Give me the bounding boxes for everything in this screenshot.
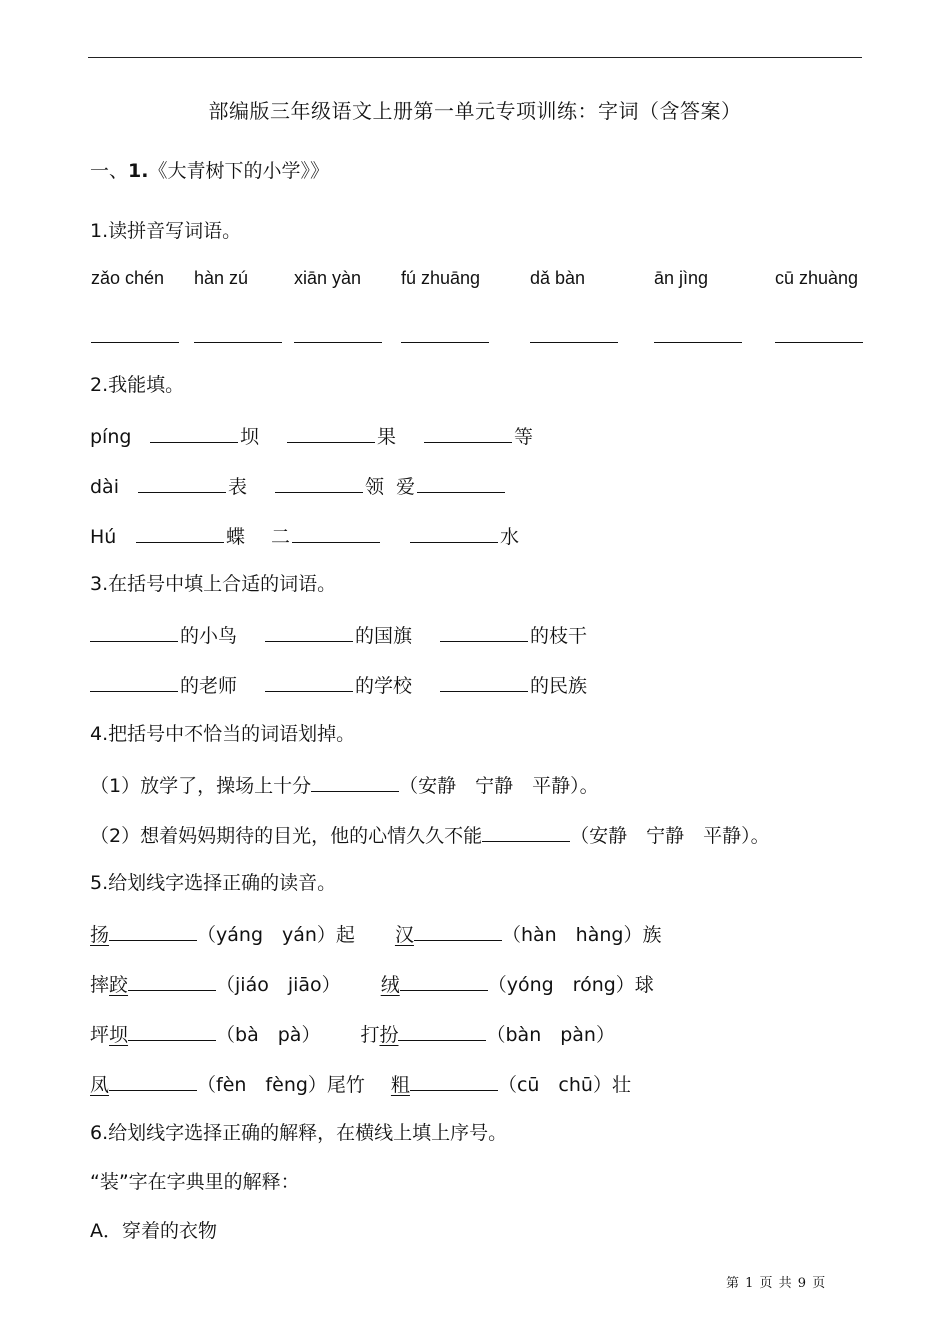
answer-blank[interactable]	[401, 342, 489, 343]
q2-row	[90, 422, 533, 450]
q5-row	[90, 920, 661, 948]
answer-blank[interactable]	[138, 472, 226, 493]
q2-word: 表	[228, 476, 248, 498]
answer-blank[interactable]	[292, 522, 380, 543]
answer-blank[interactable]	[109, 920, 197, 941]
pinyin-item: ān jìng	[654, 268, 709, 288]
q5-options: （bàn pàn）	[486, 1024, 615, 1046]
q5-row	[90, 1070, 631, 1098]
q5-options: （fèn fèng）尾竹	[197, 1074, 365, 1096]
underlined-char: 凤	[90, 1074, 110, 1096]
answer-blank[interactable]	[775, 342, 863, 343]
answer-blank[interactable]	[410, 522, 498, 543]
q2-word: 二	[271, 526, 291, 548]
answer-blank[interactable]	[265, 671, 353, 692]
section-heading	[90, 158, 329, 184]
answer-blank[interactable]	[109, 1070, 197, 1091]
q5-char: 打	[360, 1024, 380, 1046]
q5-options: （yáng yán）起	[197, 924, 355, 946]
q5-row	[90, 1020, 615, 1048]
answer-blank[interactable]	[287, 422, 375, 443]
underlined-char: 跤	[109, 974, 129, 996]
underlined-char: 坝	[109, 1024, 129, 1046]
q3-row	[90, 671, 587, 699]
underlined-char: 粗	[390, 1074, 410, 1096]
q3-item: 的老师	[180, 675, 238, 697]
q4-sentence-text: （2）想着妈妈期待的目光，他的心情久久不能	[90, 825, 483, 847]
section-number: 1.	[128, 160, 149, 182]
pinyin-item: hàn zú	[194, 268, 249, 288]
answer-blank[interactable]	[417, 472, 505, 493]
page-number: 第 1 页 共 9 页	[726, 1276, 827, 1291]
pinyin-item: zǎo chén	[91, 268, 165, 288]
answer-blank[interactable]	[294, 342, 382, 343]
q1-heading: 1.读拼音写词语。	[90, 220, 242, 242]
q5-options: （yóng róng）球	[487, 974, 654, 996]
q6-intro: “装”字在字典里的解释：	[90, 1171, 300, 1193]
answer-blank[interactable]	[440, 671, 528, 692]
answer-blank[interactable]	[414, 920, 502, 941]
q5-options: （jiáo jiāo）	[216, 974, 341, 996]
q2-word: 爱	[396, 476, 416, 498]
section-prefix: 一、	[90, 160, 129, 182]
underlined-char: 扮	[379, 1024, 399, 1046]
answer-blank[interactable]	[194, 342, 282, 343]
answer-blank[interactable]	[424, 422, 512, 443]
q2-heading: 2.我能填。	[90, 374, 185, 396]
q3-row	[90, 621, 587, 649]
pinyin-item: dǎ bàn	[530, 268, 586, 288]
q3-item: 的学校	[355, 675, 413, 697]
answer-blank[interactable]	[398, 1020, 486, 1041]
answer-blank[interactable]	[410, 1070, 498, 1091]
q3-item: 的小鸟	[180, 625, 238, 647]
q2-word: 水	[500, 526, 520, 548]
answer-blank[interactable]	[150, 422, 238, 443]
q5-char: 坪	[90, 1024, 110, 1046]
answer-blank[interactable]	[530, 342, 618, 343]
q3-item: 的民族	[530, 675, 588, 697]
q5-options: （hàn hàng）族	[501, 924, 662, 946]
q2-word: 蝶	[226, 526, 246, 548]
answer-blank[interactable]	[275, 472, 363, 493]
q2-row-label: Hú	[90, 526, 117, 548]
q2-row-label: píng	[90, 426, 132, 448]
answer-blank[interactable]	[128, 970, 216, 991]
q2-row-label: dài	[90, 476, 119, 498]
answer-blank[interactable]	[311, 771, 399, 792]
q2-word: 领	[365, 476, 385, 498]
pinyin-item: fú zhuāng	[401, 268, 481, 288]
q4-options: （安静 宁静 平静）。	[570, 825, 770, 847]
underlined-char: 扬	[90, 924, 110, 946]
q6-option-a: A．穿着的衣物	[90, 1220, 217, 1242]
underlined-char: 绒	[380, 974, 400, 996]
q2-row	[90, 522, 519, 550]
answer-blank[interactable]	[654, 342, 742, 343]
answer-blank[interactable]	[128, 1020, 216, 1041]
pinyin-item: xiān yàn	[294, 268, 362, 288]
answer-blank[interactable]	[400, 970, 488, 991]
q5-char: 摔	[90, 974, 110, 996]
answer-blank[interactable]	[440, 621, 528, 642]
answer-blank[interactable]	[482, 821, 570, 842]
q5-heading: 5.给划线字选择正确的读音。	[90, 872, 337, 894]
q1-pinyin-row	[0, 268, 950, 298]
pinyin-item: cū zhuàng	[775, 268, 859, 288]
answer-blank[interactable]	[265, 621, 353, 642]
answer-blank[interactable]	[90, 671, 178, 692]
q5-options: （bà pà）	[216, 1024, 321, 1046]
section-name: 《大青树下的小学》》	[148, 160, 329, 182]
q1-answer-row	[0, 342, 950, 346]
q6-heading: 6.给划线字选择正确的解释，在横线上填上序号。	[90, 1122, 508, 1144]
page-title: 部编版三年级语文上册第一单元专项训练：字词（含答案）	[208, 99, 742, 123]
q2-word: 果	[377, 426, 397, 448]
q3-item: 的枝干	[530, 625, 588, 647]
underlined-char: 汉	[394, 924, 414, 946]
q3-item: 的国旗	[355, 625, 413, 647]
q2-word: 等	[514, 426, 534, 448]
q4-options: （安静 宁静 平静）。	[399, 775, 599, 797]
q3-heading: 3.在括号中填上合适的词语。	[90, 573, 337, 595]
q4-sentence-text: （1）放学了，操场上十分	[90, 775, 312, 797]
q5-row	[90, 970, 654, 998]
header-rule	[88, 57, 862, 58]
q5-options: （cū chū）壮	[497, 1074, 631, 1096]
q2-word: 坝	[240, 426, 260, 448]
answer-blank[interactable]	[136, 522, 224, 543]
q4-heading: 4.把括号中不恰当的词语划掉。	[90, 723, 356, 745]
answer-blank[interactable]	[90, 621, 178, 642]
q4-sentence	[90, 771, 599, 799]
q4-sentence	[90, 821, 770, 849]
q2-row	[90, 472, 507, 500]
answer-blank[interactable]	[91, 342, 179, 343]
